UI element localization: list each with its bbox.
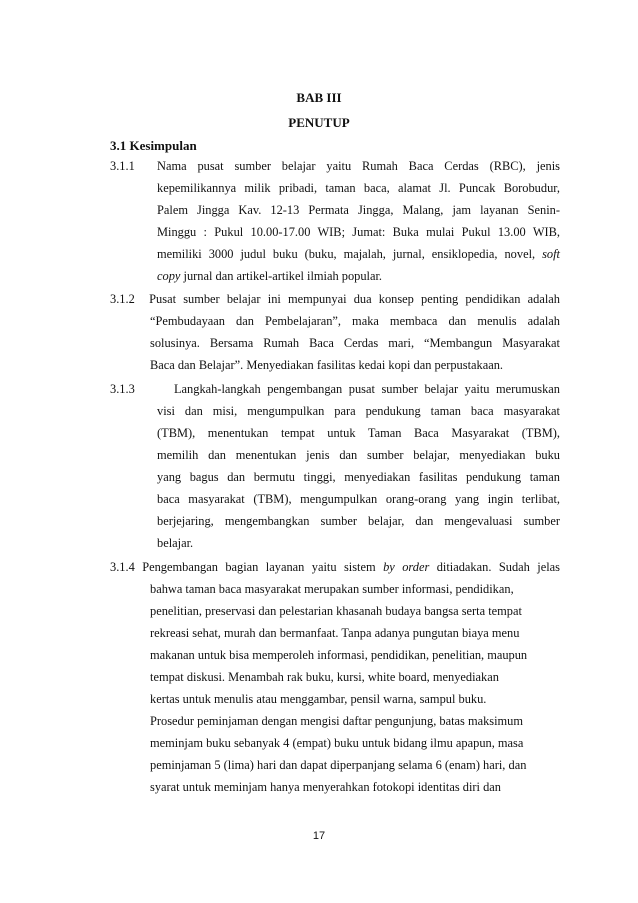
item-line: Baca dan Belajar”. Menyediakan fasilitas kedai kopi dan perpustakaan. xyxy=(150,358,503,372)
item-line: Palem Jingga Kav. 12-13 Permata Jingga, Malang, jam layanan Senin- xyxy=(157,203,560,217)
item-line: penelitian, preservasi dan pelestarian khasanah budaya bangsa serta tempat xyxy=(150,604,522,618)
item-line: solusinya. Bersama Rumah Baca Cerdas mari, “Membangun Masyarakat xyxy=(150,336,560,350)
item-line: yang bagus dan bermutu tinggi, menyediakan fasilitas pendukung taman xyxy=(157,470,560,484)
item-line: belajar. xyxy=(157,536,194,550)
item-line: baca masyarakat (TBM), mengumpulkan orang-orang yang ingin terlibat, xyxy=(157,492,560,506)
item-line: Prosedur peminjaman dengan mengisi daftar pengunjung, batas maksimum xyxy=(150,714,524,728)
item-number: 3.1.1 xyxy=(110,159,135,173)
item-line: berjejaring, mengembangkan sumber belajar, dan mengevaluasi sumber xyxy=(157,514,560,528)
chapter-title: PENUTUP xyxy=(288,115,350,130)
conclusion-item-4 xyxy=(110,556,560,798)
item-line: bahwa taman baca masyarakat merupakan sumber informasi, pendidikan, xyxy=(150,582,514,596)
item-line: (TBM), menentukan tempat untuk Taman Baca Masyarakat (TBM), xyxy=(157,426,560,440)
item-line: memiliki 3000 judul buku (buku, majalah, jurnal, ensiklopedia, novel, soft xyxy=(157,247,560,261)
item-line: peminjaman 5 (lima) hari dan dapat diperpanjang selama 6 (enam) hari, dan xyxy=(150,758,527,772)
item-line: makanan untuk bisa memperoleh informasi, pendidikan, penelitian, maupun xyxy=(150,648,528,662)
conclusion-item-1 xyxy=(110,155,560,287)
item-line: meminjam buku sebanyak 4 (empat) buku untuk bidang ilmu apapun, masa xyxy=(150,736,524,750)
item-line: kepemilikannya milik pribadi, taman baca, alamat Jl. Puncak Borobudur, xyxy=(157,181,560,195)
item-line: syarat untuk meminjam hanya menyerahkan fotokopi identitas diri dan xyxy=(150,780,501,794)
item-line: tempat diskusi. Menambah rak buku, kursi, white board, menyediakan xyxy=(150,670,499,684)
item-first-line: 3.1.3 Langkah-langkah pengembangan pusat sumber belajar yaitu merumuskan xyxy=(110,382,560,396)
section-heading: 3.1 Kesimpulan xyxy=(110,138,197,153)
conclusion-item-2 xyxy=(110,288,560,376)
item-line: Nama pusat sumber belajar yaitu Rumah Baca Cerdas (RBC), jenis xyxy=(157,159,560,173)
item-line: visi dan misi, mengumpulkan para pendukung taman baca masyarakat xyxy=(157,404,560,418)
page-number: 17 xyxy=(312,830,326,842)
item-first-line: 3.1.2 Pusat sumber belajar ini mempunyai dua konsep penting pendidikan adalah xyxy=(110,292,560,306)
item-first-line: 3.1.4 Pengembangan bagian layanan yaitu sistem by order ditiadakan. Sudah jelas xyxy=(110,560,560,574)
item-line: rekreasi sehat, murah dan bermanfaat. Tanpa adanya pungutan biaya menu xyxy=(150,626,520,640)
conclusion-item-3 xyxy=(110,378,560,554)
chapter-number: BAB III xyxy=(296,90,342,105)
item-line: Minggu : Pukul 10.00-17.00 WIB; Jumat: Buka mulai Pukul 13.00 WIB, xyxy=(157,225,560,239)
item-line: “Pembudayaan dan Pembelajaran”, maka membaca dan menulis adalah xyxy=(150,314,560,328)
item-line: memilih dan menentukan jenis dan sumber belajar, menyediakan buku xyxy=(157,448,560,462)
item-line: copy jurnal dan artikel-artikel ilmiah popular. xyxy=(157,269,383,283)
item-line: kertas untuk menulis atau menggambar, pensil warna, sampul buku. xyxy=(150,692,487,706)
